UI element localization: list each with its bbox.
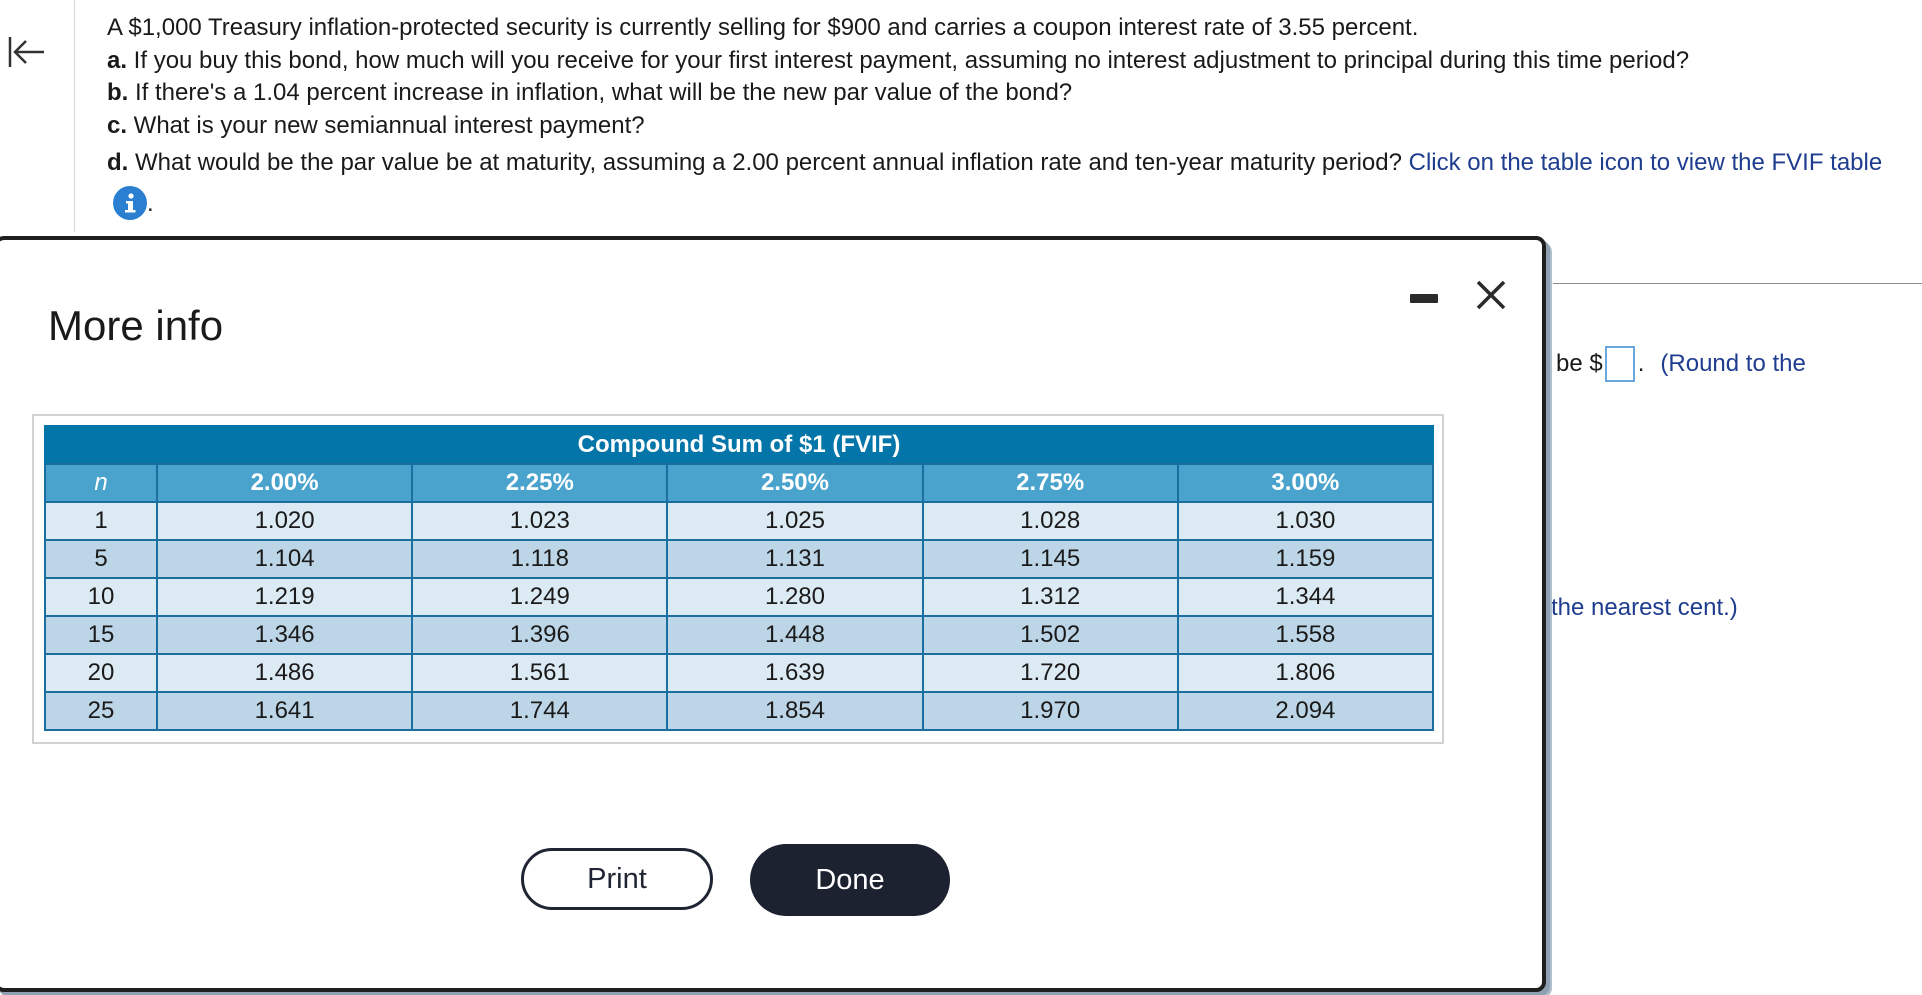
fvif-cell: 2.094 (1178, 692, 1433, 730)
part-label: a. (107, 46, 128, 74)
part-label: b. (107, 79, 129, 106)
question-text (107, 12, 1897, 224)
info-icon[interactable] (113, 186, 147, 220)
question-part-a (107, 45, 1897, 78)
round-hint-continued: the nearest cent.) (1551, 594, 1738, 621)
part-text: If there's a 1.04 percent increase in inflation, what will be the new par value of the bond? (128, 79, 1073, 106)
period-cell: 10 (45, 578, 157, 616)
fvif-cell: 1.020 (157, 502, 412, 540)
fvif-cell: 1.448 (667, 616, 922, 654)
period-cell: 15 (45, 616, 157, 654)
back-arrow-icon[interactable] (4, 30, 48, 74)
column-header-rate: 2.25% (412, 464, 667, 502)
column-header-rate: 2.00% (157, 464, 412, 502)
question-intro: A $1,000 Treasury inflation-protected security is currently selling for $900 and carries a coupon interest rate of 3.55 percent. (107, 14, 1419, 41)
period-cell: 1 (45, 502, 157, 540)
fvif-cell: 1.639 (667, 654, 922, 692)
fvif-cell: 1.118 (412, 540, 667, 578)
fvif-cell: 1.219 (157, 578, 412, 616)
column-header-rate: 2.75% (923, 464, 1178, 502)
fvif-cell: 1.159 (1178, 540, 1433, 578)
close-icon (1470, 274, 1512, 316)
table-row (45, 654, 1433, 692)
answer-line (1556, 346, 1806, 382)
fvif-cell: 1.558 (1178, 616, 1433, 654)
fvif-cell: 1.028 (923, 502, 1178, 540)
fvif-cell: 1.502 (923, 616, 1178, 654)
part-label: d. (107, 149, 129, 176)
fvif-cell: 1.145 (923, 540, 1178, 578)
done-button[interactable]: Done (750, 844, 950, 916)
fvif-cell: 1.104 (157, 540, 412, 578)
fvif-cell: 1.346 (157, 616, 412, 654)
divider (1553, 283, 1922, 284)
part-label: c. (107, 111, 128, 139)
minimize-icon (1410, 294, 1438, 303)
fvif-cell: 1.854 (667, 692, 922, 730)
close-button[interactable] (1470, 274, 1512, 316)
divider (74, 0, 75, 232)
table-caption: Compound Sum of $1 (FVIF) (45, 426, 1433, 464)
part-text: What would be the par value be at maturity, assuming a 2.00 percent annual inflation rate and ten-year maturity period? (128, 149, 1409, 176)
fvif-cell: 1.025 (667, 502, 922, 540)
trailing-period: . (147, 190, 154, 217)
column-header-rate: 2.50% (667, 464, 922, 502)
answer-input[interactable] (1605, 346, 1635, 382)
table-row (45, 616, 1433, 654)
fvif-cell: 1.396 (412, 616, 667, 654)
question-part-b (107, 77, 1897, 110)
question-part-d (107, 142, 1897, 224)
fvif-cell: 1.030 (1178, 502, 1433, 540)
period-cell: 20 (45, 654, 157, 692)
fvif-cell: 1.249 (412, 578, 667, 616)
dialog-title: More info (48, 302, 224, 349)
more-info-dialog (0, 236, 1546, 992)
question-part-c (107, 110, 1897, 143)
column-header-n: n (45, 464, 157, 502)
table-row (45, 578, 1433, 616)
minimize-button[interactable] (1404, 282, 1444, 312)
period-cell: 5 (45, 540, 157, 578)
fvif-table-frame (32, 414, 1444, 744)
column-header-rate: 3.00% (1178, 464, 1433, 502)
fvif-cell: 1.280 (667, 578, 922, 616)
fvif-cell: 1.641 (157, 692, 412, 730)
fvif-cell: 1.023 (412, 502, 667, 540)
fvif-table-link[interactable]: Click on the table icon to view the FVIF table (1408, 149, 1883, 176)
fvif-cell: 1.312 (923, 578, 1178, 616)
period-cell: 25 (45, 692, 157, 730)
fvif-cell: 1.720 (923, 654, 1178, 692)
fvif-cell: 1.486 (157, 654, 412, 692)
part-text: If you buy this bond, how much will you receive for your first interest payment, assuming no interest adjustment to principal during this time period? (127, 46, 1690, 74)
answer-prefix: be $ (1556, 350, 1603, 377)
fvif-table (44, 425, 1434, 731)
answer-suffix: . (1637, 350, 1645, 377)
fvif-cell: 1.344 (1178, 578, 1433, 616)
fvif-cell: 1.561 (412, 654, 667, 692)
table-row (45, 692, 1433, 730)
print-button[interactable]: Print (521, 848, 713, 910)
fvif-cell: 1.131 (667, 540, 922, 578)
fvif-cell: 1.744 (412, 692, 667, 730)
fvif-cell: 1.806 (1178, 654, 1433, 692)
part-text: What is your new semiannual interest payment? (127, 111, 645, 139)
table-row (45, 502, 1433, 540)
fvif-cell: 1.970 (923, 692, 1178, 730)
table-row (45, 540, 1433, 578)
round-hint: (Round to the (1660, 350, 1806, 377)
